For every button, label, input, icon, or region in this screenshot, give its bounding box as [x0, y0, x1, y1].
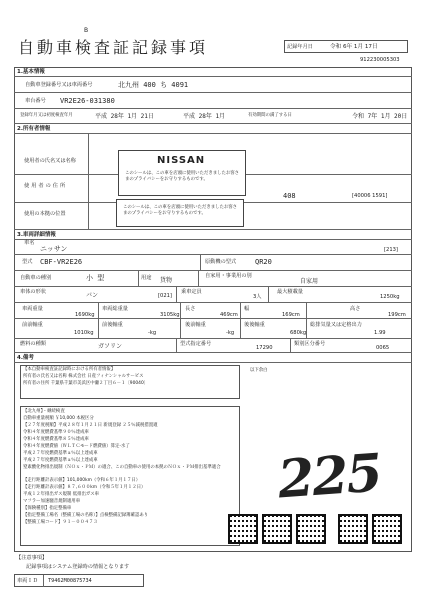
registration-label: 自動車登録番号又は車両番号: [25, 82, 93, 88]
handwritten-number: 225: [275, 442, 383, 511]
user-address-label: 使用者の住所: [24, 183, 68, 189]
chassis-value: VR2E26-031380: [60, 97, 115, 105]
load-label: 最大積載量: [277, 289, 303, 295]
doc-number: 912230005303: [360, 57, 400, 63]
first-reg-month-value: 平成 28年 1月: [183, 113, 226, 120]
note-line-15: 【整備工場コード】９１－００４７３: [23, 520, 98, 525]
note-line-9: 【走行距離計表示値】101,000km（令和６年１月１７日）: [23, 478, 141, 483]
expiry-label: 有効期間の満了する日: [248, 113, 292, 118]
date-value: 令和 6年 1月 17日: [330, 44, 378, 50]
width-value: 169cm: [282, 312, 300, 318]
front-rear-axle-label: 前後軸重: [102, 322, 123, 328]
height-label: 高さ: [350, 306, 361, 312]
capacity-value: 3人: [253, 294, 262, 300]
height-value: 199cm: [388, 312, 406, 318]
qr-code-5: [372, 514, 402, 544]
vehicle-id-value: T9462M00875734: [48, 578, 92, 584]
front-axle-value: 1010kg: [74, 330, 94, 336]
qr-code-1: [228, 514, 258, 544]
rear-front-axle-label: 後前軸重: [185, 322, 206, 328]
body-code: [021]: [158, 293, 172, 299]
note-line-11: 平成１２年排出ガス規制 低排出ガス車: [23, 492, 100, 497]
rear-axle-value: 680kg: [290, 330, 307, 336]
gross-value: 3105kg: [160, 312, 180, 318]
use-label: 用途: [141, 275, 152, 281]
kind-label: 自動車の種別: [20, 275, 52, 281]
page-title: 自動車検査証記録事項: [18, 38, 209, 57]
class-number-value: 0065: [376, 345, 390, 351]
private-label: 自家用・事業用の別: [205, 273, 252, 279]
privacy-note-top: このシールは、この車を店頭に使用いただきましたお客さまのプライバシーをお守りするものです。: [125, 171, 240, 182]
body-label: 車体の形状: [20, 289, 46, 295]
note-line-8: 窒素酸化物排出規制（ＮＯｘ・ＰＭ）の適合、この自動車の使用の本拠のＮＯｘ・ＰＭ排出基準適合: [23, 465, 221, 470]
note-line-14: 【指定整備工場名（整備工場の名称）】点検整備記録簿確認あり: [23, 513, 149, 518]
blank-note: 以下余白: [250, 368, 268, 373]
model-value: CBF-VR2E26: [40, 258, 83, 266]
doc-mark: B: [84, 27, 89, 34]
note-line-2: 【２７年度税額】平成２８年１月２１日 新規登録 ２５％減税措置適: [23, 423, 158, 428]
owner-line-0: 【本自動車検査証記録時における所有者情報】: [23, 367, 116, 372]
note-line-7: 平成２７年度燃費基準ａ％以上達成車: [23, 458, 98, 463]
fuel-label: 燃料の種類: [20, 341, 46, 347]
section-basic-label: 1.基本情報: [17, 69, 45, 75]
section-vehicle-label: 3.車両詳細情報: [17, 232, 56, 238]
section-remarks-label: 4.備考: [17, 355, 34, 361]
rear-front-axle-value: -kg: [226, 330, 235, 336]
width-label: 幅: [244, 306, 250, 312]
note-line-5: 令和４年度燃費値（ＷＬＴＣモード燃費値）算定-水了: [23, 444, 130, 449]
note-line-1: 自動車重量税額 ￥10,000 本税区分: [23, 416, 94, 421]
address-number: 408: [283, 192, 296, 200]
note-line-4: 令和４年度燃費基準８５％達成車: [23, 437, 89, 442]
private-value: 自家用: [300, 278, 319, 285]
owner-info-box: [20, 365, 240, 399]
length-label: 長さ: [185, 306, 196, 312]
body-value: バン: [86, 292, 99, 299]
weight-value: 1690kg: [75, 312, 95, 318]
displacement-value: 1.99: [374, 330, 386, 336]
user-name-label: 使用者の氏名又は名称: [24, 158, 76, 164]
displacement-label: 総排気量又は定格出力: [310, 322, 362, 328]
registration-value: 北九州 400 ち 4091: [118, 81, 189, 89]
privacy-note-bottom: このシールは、この車を店頭に使用いただきましたお客さまのプライバシーをお守りするものです。: [123, 205, 238, 216]
length-value: 469cm: [220, 312, 238, 318]
notice-label: 【注意事項】: [16, 555, 48, 561]
engine-value: QR20: [255, 258, 272, 266]
privacy-sticker-top: [118, 150, 246, 196]
vehicle-id-label: 車両ＩＤ: [17, 578, 38, 584]
class-number-label: 類別区分番号: [294, 341, 326, 347]
date-box: [284, 40, 408, 53]
fuel-value: ガソリン: [98, 343, 123, 350]
note-line-12: マフラー加速騒音規制適用車: [23, 499, 81, 504]
qr-code-4: [338, 514, 368, 544]
qr-code-3: [296, 514, 326, 544]
load-value: 1250kg: [380, 294, 400, 300]
type-number-label: 型式指定番号: [180, 341, 212, 347]
maker-code: [213]: [384, 247, 398, 253]
first-reg-label: 登録年月又は初度検査年月: [20, 113, 73, 118]
maker-label: 車名: [24, 240, 35, 246]
capacity-label: 乗車定員: [181, 289, 202, 295]
model-label: 型式: [22, 259, 33, 265]
base-location-label: 使用の本拠の位置: [24, 211, 66, 217]
note-line-6: 平成２７年度燃費基準ａ％以上達成車: [23, 451, 98, 456]
use-value: 貨物: [160, 277, 173, 284]
section-owner-label: 2.所有者情報: [17, 126, 51, 132]
note-line-10: 【走行距離計表示値】８７,６００km（令和５年１月１２日）: [23, 485, 146, 490]
gross-label: 車両総重量: [102, 306, 128, 312]
expiry-value: 令和 7年 1月 20日: [352, 113, 408, 120]
address-code: [40006 1591]: [352, 193, 388, 199]
note-line-13: 【保険種別】指定整備車: [23, 506, 72, 511]
note-line-0: 【北九州】・継続検査: [23, 409, 65, 414]
privacy-sticker-bottom: [116, 199, 244, 227]
front-rear-axle-value: -kg: [148, 330, 157, 336]
maker-value: ニッサン: [40, 245, 68, 253]
weight-label: 車両重量: [22, 306, 43, 312]
qr-code-2: [262, 514, 292, 544]
type-number-value: 17290: [256, 345, 273, 351]
rear-axle-label: 後後軸重: [244, 322, 265, 328]
notice-text: 記録事項はシステム登録時の情報となります: [26, 564, 130, 570]
chassis-label: 車台番号: [25, 98, 46, 104]
owner-line-2: 所有者の住所 千葉県千葉市美浜区中瀬２丁目６－１〔90040〕: [23, 381, 149, 386]
note-line-3: 令和４年度燃費基準９０％達成車: [23, 430, 89, 435]
front-axle-label: 前前軸重: [22, 322, 43, 328]
engine-label: 原動機の型式: [205, 259, 237, 265]
kind-value: 小 型: [86, 274, 105, 282]
first-reg-value: 平成 28年 1月 21日: [95, 113, 154, 120]
vehicle-id-box: [14, 574, 144, 587]
nissan-logo: NISSAN: [157, 155, 206, 166]
owner-line-1: 所有者の氏名又は名称 株式会社 日産フィナンシャルサービス: [23, 374, 144, 379]
date-label: 記録年月日: [287, 44, 313, 50]
remarks-box: [20, 406, 240, 546]
